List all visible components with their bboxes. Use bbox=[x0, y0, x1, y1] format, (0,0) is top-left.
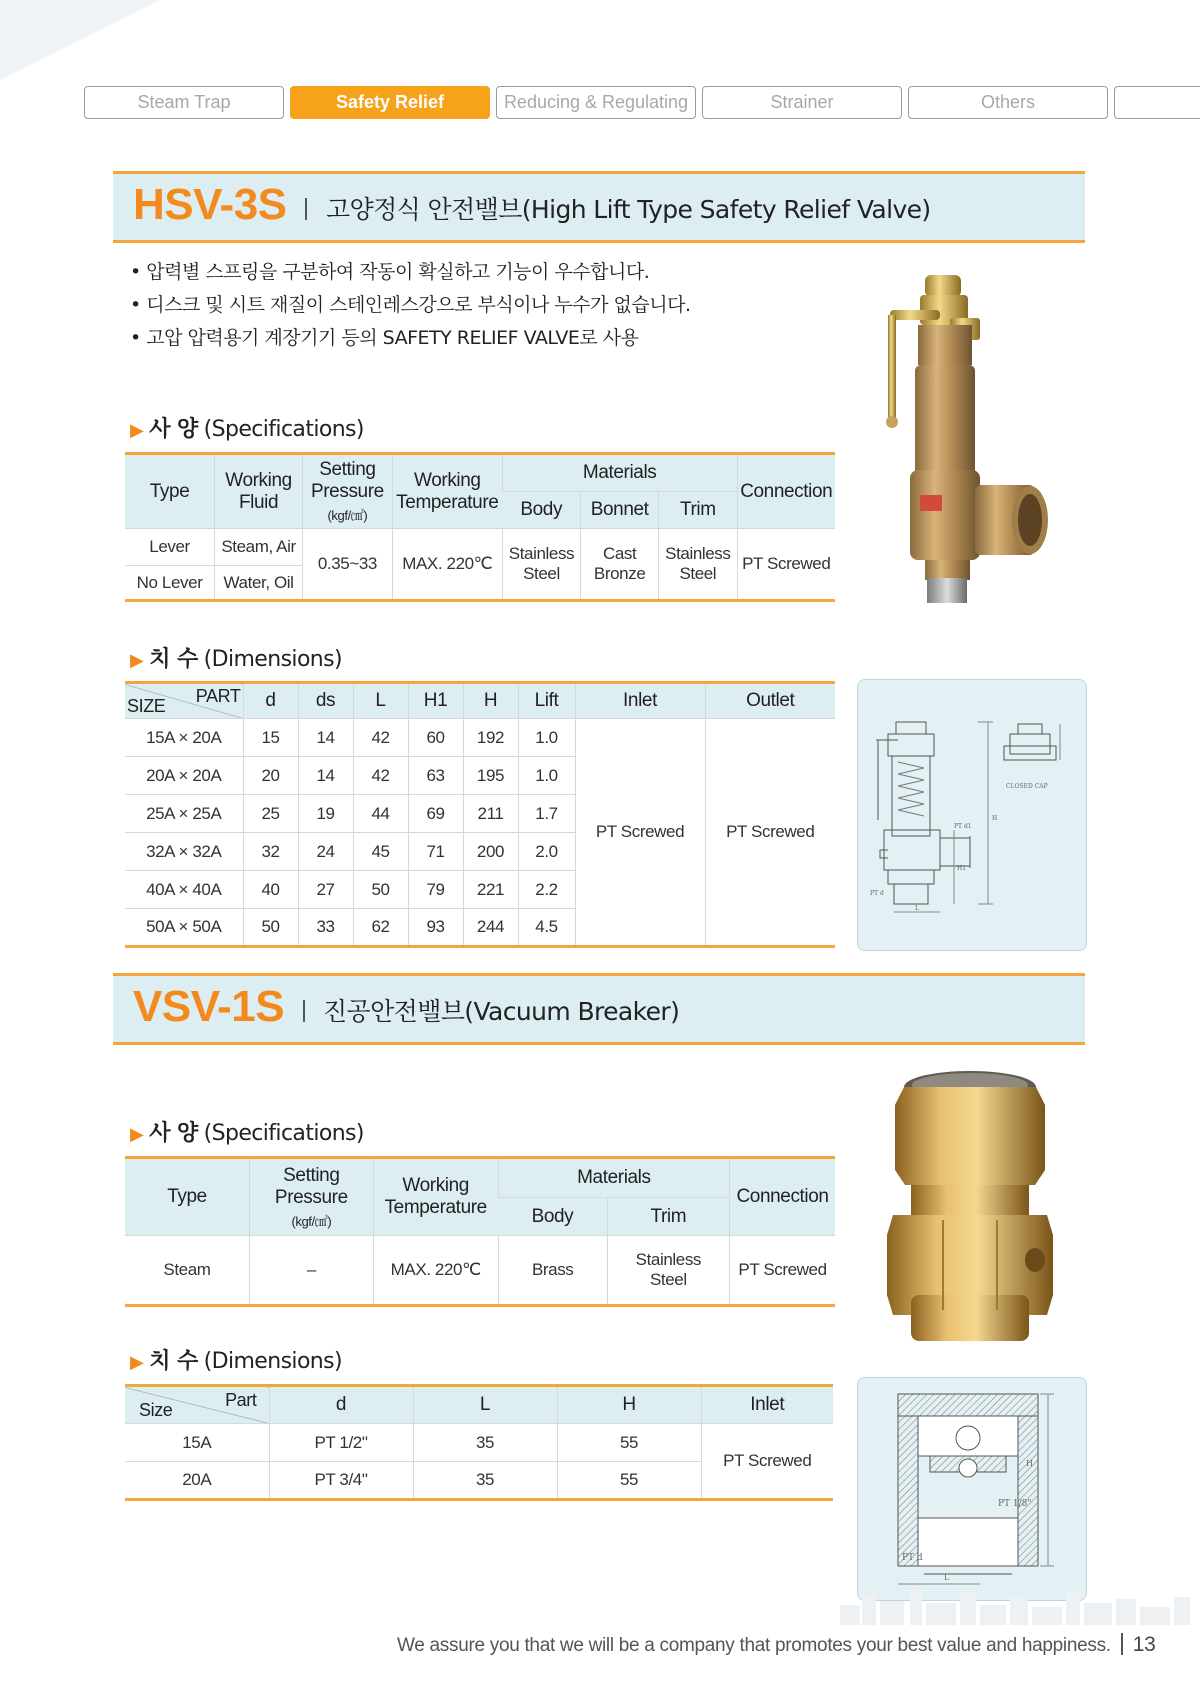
cell: PT 1/2" bbox=[269, 1424, 413, 1462]
table-row bbox=[125, 1424, 833, 1462]
footer bbox=[397, 1633, 1156, 1657]
cell-connection: PT Screwed bbox=[730, 1236, 835, 1306]
vsv-spec-heading bbox=[130, 1116, 364, 1147]
vsv-spec-table bbox=[125, 1156, 835, 1307]
hsv-drawing-box bbox=[857, 679, 1087, 951]
col-h: H bbox=[463, 683, 518, 719]
cell: 42 bbox=[353, 719, 408, 757]
label-h1: H1 bbox=[957, 865, 967, 872]
feature-item: • 압력별 스프링을 구분하여 작동이 확실하고 기능이 우수합니다. bbox=[130, 256, 690, 289]
hsv-model-code: HSV-3S bbox=[133, 180, 287, 229]
col-working-fluid: Working Fluid bbox=[215, 454, 303, 529]
cell: 4.5 bbox=[518, 909, 575, 947]
cell-temp: MAX. 220℃ bbox=[373, 1236, 498, 1306]
heading-en: (Specifications) bbox=[203, 1121, 364, 1146]
cell-bonnet: Cast Bronze bbox=[581, 529, 659, 601]
label-pt-d: PT d bbox=[870, 890, 884, 897]
cell-pressure: 0.35~33 bbox=[302, 529, 392, 601]
header-separator bbox=[305, 198, 307, 220]
cell: 32 bbox=[243, 833, 298, 871]
col-h1: H1 bbox=[408, 683, 463, 719]
cell: 20A × 20A bbox=[125, 757, 243, 795]
cell: 35 bbox=[413, 1462, 557, 1500]
tab-others[interactable]: Others bbox=[908, 86, 1108, 119]
cell: 50 bbox=[243, 909, 298, 947]
cell: 24 bbox=[298, 833, 353, 871]
col-l: L bbox=[413, 1386, 557, 1424]
header-separator bbox=[303, 1000, 305, 1022]
vsv-model-code: VSV-1S bbox=[133, 982, 285, 1031]
cell: 40 bbox=[243, 871, 298, 909]
cell: 55 bbox=[557, 1424, 701, 1462]
cell: 25A × 25A bbox=[125, 795, 243, 833]
skyline-decoration bbox=[840, 1585, 1200, 1625]
col-size-part bbox=[125, 1386, 269, 1424]
heading-en: (Dimensions) bbox=[203, 647, 342, 672]
cell: 200 bbox=[463, 833, 518, 871]
table-row bbox=[125, 529, 835, 566]
label-pt-d: PT d bbox=[902, 1553, 923, 1563]
vsv-dim-table bbox=[125, 1384, 833, 1501]
col-outlet: Outlet bbox=[705, 683, 835, 719]
col-d: d bbox=[269, 1386, 413, 1424]
triangle-bullet-icon: ▶ bbox=[130, 420, 144, 441]
vsv-technical-drawing bbox=[858, 1378, 1086, 1600]
vsv-model-title: 진공안전밸브(Vacuum Breaker) bbox=[323, 997, 680, 1026]
label-h: H bbox=[992, 815, 998, 822]
category-tabs bbox=[84, 86, 1200, 119]
col-materials: Materials bbox=[498, 1158, 729, 1198]
label-l: L bbox=[915, 905, 919, 912]
feature-item: • 디스크 및 시트 재질이 스테인레스강으로 부식이나 누수가 없습니다. bbox=[130, 289, 690, 322]
cell: 33 bbox=[298, 909, 353, 947]
triangle-bullet-icon: ▶ bbox=[130, 1124, 144, 1145]
cell: 40A × 40A bbox=[125, 871, 243, 909]
triangle-bullet-icon: ▶ bbox=[130, 650, 144, 671]
col-inlet: Inlet bbox=[575, 683, 705, 719]
heading-en: (Dimensions) bbox=[203, 1349, 342, 1374]
col-lift: Lift bbox=[518, 683, 575, 719]
col-l: L bbox=[353, 683, 408, 719]
cell-outlet: PT Screwed bbox=[705, 719, 835, 947]
cell: 45 bbox=[353, 833, 408, 871]
vsv-section-header bbox=[113, 973, 1085, 1045]
cell-trim: Stainless Steel bbox=[607, 1236, 729, 1306]
cell: 14 bbox=[298, 757, 353, 795]
label-h: H bbox=[1026, 1459, 1033, 1468]
col-trim: Trim bbox=[607, 1198, 729, 1236]
cell: 71 bbox=[408, 833, 463, 871]
label-pt-d1: PT d1 bbox=[954, 823, 972, 830]
tab-strainer[interactable]: Strainer bbox=[702, 86, 902, 119]
cell: 93 bbox=[408, 909, 463, 947]
table-row bbox=[125, 1236, 835, 1306]
cell-inlet: PT Screwed bbox=[575, 719, 705, 947]
cell: 44 bbox=[353, 795, 408, 833]
cell: 50 bbox=[353, 871, 408, 909]
triangle-bullet-icon: ▶ bbox=[130, 1352, 144, 1373]
heading-ko: 사 양 bbox=[149, 417, 198, 442]
label-part: Part bbox=[225, 1390, 257, 1410]
col-bonnet: Bonnet bbox=[581, 492, 659, 529]
cell: 25 bbox=[243, 795, 298, 833]
heading-ko: 치 수 bbox=[149, 1349, 198, 1374]
cell: 15A × 20A bbox=[125, 719, 243, 757]
cell: 63 bbox=[408, 757, 463, 795]
tab-partial[interactable] bbox=[1114, 86, 1200, 119]
cell: 69 bbox=[408, 795, 463, 833]
cell: 79 bbox=[408, 871, 463, 909]
hsv-section-header bbox=[113, 171, 1085, 243]
col-inlet: Inlet bbox=[701, 1386, 833, 1424]
cell: PT 3/4" bbox=[269, 1462, 413, 1500]
cell: 50A × 50A bbox=[125, 909, 243, 947]
cell-pressure: – bbox=[249, 1236, 373, 1306]
cell: 35 bbox=[413, 1424, 557, 1462]
cell: 32A × 32A bbox=[125, 833, 243, 871]
col-body: Body bbox=[498, 1198, 607, 1236]
vsv-drawing-box bbox=[857, 1377, 1087, 1601]
tab-reducing-regulating[interactable]: Reducing & Regulating bbox=[496, 86, 696, 119]
footer-slogan: We assure you that we will be a company that promotes your best value and happiness. bbox=[397, 1635, 1111, 1656]
label-part: PART bbox=[195, 686, 241, 706]
cell: 221 bbox=[463, 871, 518, 909]
table-row bbox=[125, 719, 835, 757]
label-closed-cap: CLOSED CAP bbox=[1006, 783, 1048, 790]
cell: 2.2 bbox=[518, 871, 575, 909]
cell: 42 bbox=[353, 757, 408, 795]
footer-separator bbox=[1121, 1633, 1123, 1655]
col-h: H bbox=[557, 1386, 701, 1424]
col-setting-pressure bbox=[249, 1158, 373, 1236]
cell: 192 bbox=[463, 719, 518, 757]
col-setting-pressure bbox=[302, 454, 392, 529]
cell-type: No Lever bbox=[125, 566, 215, 601]
cell: 1.0 bbox=[518, 757, 575, 795]
heading-ko: 치 수 bbox=[149, 647, 198, 672]
cell: 14 bbox=[298, 719, 353, 757]
label-l: L bbox=[944, 1573, 950, 1582]
col-size-part bbox=[125, 683, 243, 719]
hsv-spec-table bbox=[125, 452, 835, 602]
cell-connection: PT Screwed bbox=[737, 529, 835, 601]
cell-temp: MAX. 220℃ bbox=[392, 529, 502, 601]
col-d: d bbox=[243, 683, 298, 719]
cell-body: Stainless Steel bbox=[502, 529, 580, 601]
hsv-dim-heading bbox=[130, 642, 342, 673]
cell: 195 bbox=[463, 757, 518, 795]
col-materials: Materials bbox=[502, 454, 737, 492]
hsv-valve-photo bbox=[880, 270, 1055, 650]
pressure-unit: (kgf/㎠) bbox=[291, 1213, 332, 1229]
heading-en: (Specifications) bbox=[203, 417, 364, 442]
vsv-dim-heading bbox=[130, 1344, 342, 1375]
cell-fluid: Water, Oil bbox=[215, 566, 303, 601]
cell: 20A bbox=[125, 1462, 269, 1500]
cell-fluid: Steam, Air bbox=[215, 529, 303, 566]
col-type: Type bbox=[125, 454, 215, 529]
pressure-unit: (kgf/㎠) bbox=[327, 508, 368, 523]
label-size: Size bbox=[139, 1400, 173, 1420]
cell: 15A bbox=[125, 1424, 269, 1462]
cell: 1.7 bbox=[518, 795, 575, 833]
hsv-model-title: 고양정식 안전밸브(High Lift Type Safety Relief Valve) bbox=[326, 195, 931, 224]
hsv-feature-list bbox=[130, 256, 690, 355]
col-connection: Connection bbox=[730, 1158, 835, 1236]
vsv-valve-photo bbox=[885, 1065, 1055, 1345]
col-body: Body bbox=[502, 492, 580, 529]
page-number: 13 bbox=[1132, 1633, 1156, 1656]
cell-type: Lever bbox=[125, 529, 215, 566]
col-connection: Connection bbox=[737, 454, 835, 529]
cell-inlet: PT Screwed bbox=[701, 1424, 833, 1500]
cell: 244 bbox=[463, 909, 518, 947]
col-ds: ds bbox=[298, 683, 353, 719]
cell: 62 bbox=[353, 909, 408, 947]
cell: 15 bbox=[243, 719, 298, 757]
cell: 2.0 bbox=[518, 833, 575, 871]
cell-type: Steam bbox=[125, 1236, 249, 1306]
hsv-spec-heading bbox=[130, 412, 364, 443]
cell: 27 bbox=[298, 871, 353, 909]
feature-item: • 고압 압력용기 계장기기 등의 SAFETY RELIEF VALVE로 사용 bbox=[130, 322, 690, 355]
pressure-label: Setting Pressure bbox=[274, 1164, 348, 1208]
heading-ko: 사 양 bbox=[149, 1121, 198, 1146]
cell-body: Brass bbox=[498, 1236, 607, 1306]
cell: 20 bbox=[243, 757, 298, 795]
cell: 211 bbox=[463, 795, 518, 833]
col-trim: Trim bbox=[659, 492, 737, 529]
cell-trim: Stainless Steel bbox=[659, 529, 737, 601]
label-pt-1-8: PT 1/8" bbox=[998, 1499, 1032, 1509]
cell: 60 bbox=[408, 719, 463, 757]
decorative-background bbox=[0, 0, 200, 100]
col-working-temperature: Working Temperature bbox=[373, 1158, 498, 1236]
label-size: SIZE bbox=[127, 696, 166, 716]
col-working-temperature: Working Temperature bbox=[392, 454, 502, 529]
tab-safety-relief[interactable]: Safety Relief bbox=[290, 86, 490, 119]
cell: 19 bbox=[298, 795, 353, 833]
hsv-technical-drawing bbox=[858, 680, 1086, 950]
hsv-dim-table bbox=[125, 681, 835, 948]
col-type: Type bbox=[125, 1158, 249, 1236]
tab-steam-trap[interactable]: Steam Trap bbox=[84, 86, 284, 119]
pressure-label: Setting Pressure bbox=[310, 459, 384, 502]
cell: 55 bbox=[557, 1462, 701, 1500]
cell: 1.0 bbox=[518, 719, 575, 757]
